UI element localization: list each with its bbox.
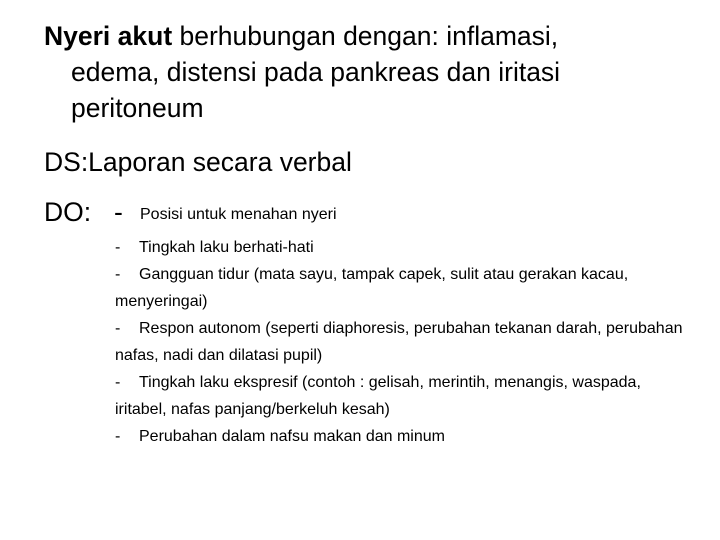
list-item (115, 423, 685, 450)
diagnosis-cause-line2: edema, distensi pada pankreas dan iritasi (71, 57, 561, 87)
diagnosis-heading (44, 18, 684, 126)
list-item-dash: - (115, 239, 121, 256)
list-item-dash: - (115, 374, 121, 391)
objective-data-list (115, 234, 685, 450)
list-item-dash: - (115, 266, 121, 283)
list-item (115, 369, 685, 423)
list-item-text: Gangguan tidur (mata sayu, tampak capek, sulit atau gerakan kacau, menyeringai) (115, 266, 629, 310)
list-item (115, 234, 685, 261)
list-item (115, 315, 685, 369)
objective-data-row (44, 194, 337, 230)
list-item-text: Respon autonom (seperti diaphoresis, perubahan tekanan darah, perubahan nafas, nadi dan dilatasi pupil) (115, 320, 683, 364)
list-item-dash: - (115, 428, 121, 445)
list-item (115, 261, 685, 315)
diagnosis-cause: berhubungan dengan: inflamasi, (172, 21, 559, 51)
list-item-text: Perubahan dalam nafsu makan dan minum (139, 428, 445, 445)
diagnosis-cause-line3: peritoneum (71, 93, 204, 123)
objective-data-label: DO: (44, 197, 92, 227)
subjective-data: DS:Laporan secara verbal (44, 147, 352, 177)
list-item-text: Tingkah laku ekspresif (contoh : gelisah, merintih, menangis, waspada, iritabel, nafas panjang/berkeluh kesah) (115, 374, 641, 418)
objective-data-dash: - (114, 197, 123, 227)
objective-data-first-item: Posisi untuk menahan nyeri (140, 206, 337, 223)
list-item-text: Tingkah laku berhati-hati (139, 239, 314, 256)
list-item-dash: - (115, 320, 121, 337)
diagnosis-title: Nyeri akut (44, 21, 173, 51)
